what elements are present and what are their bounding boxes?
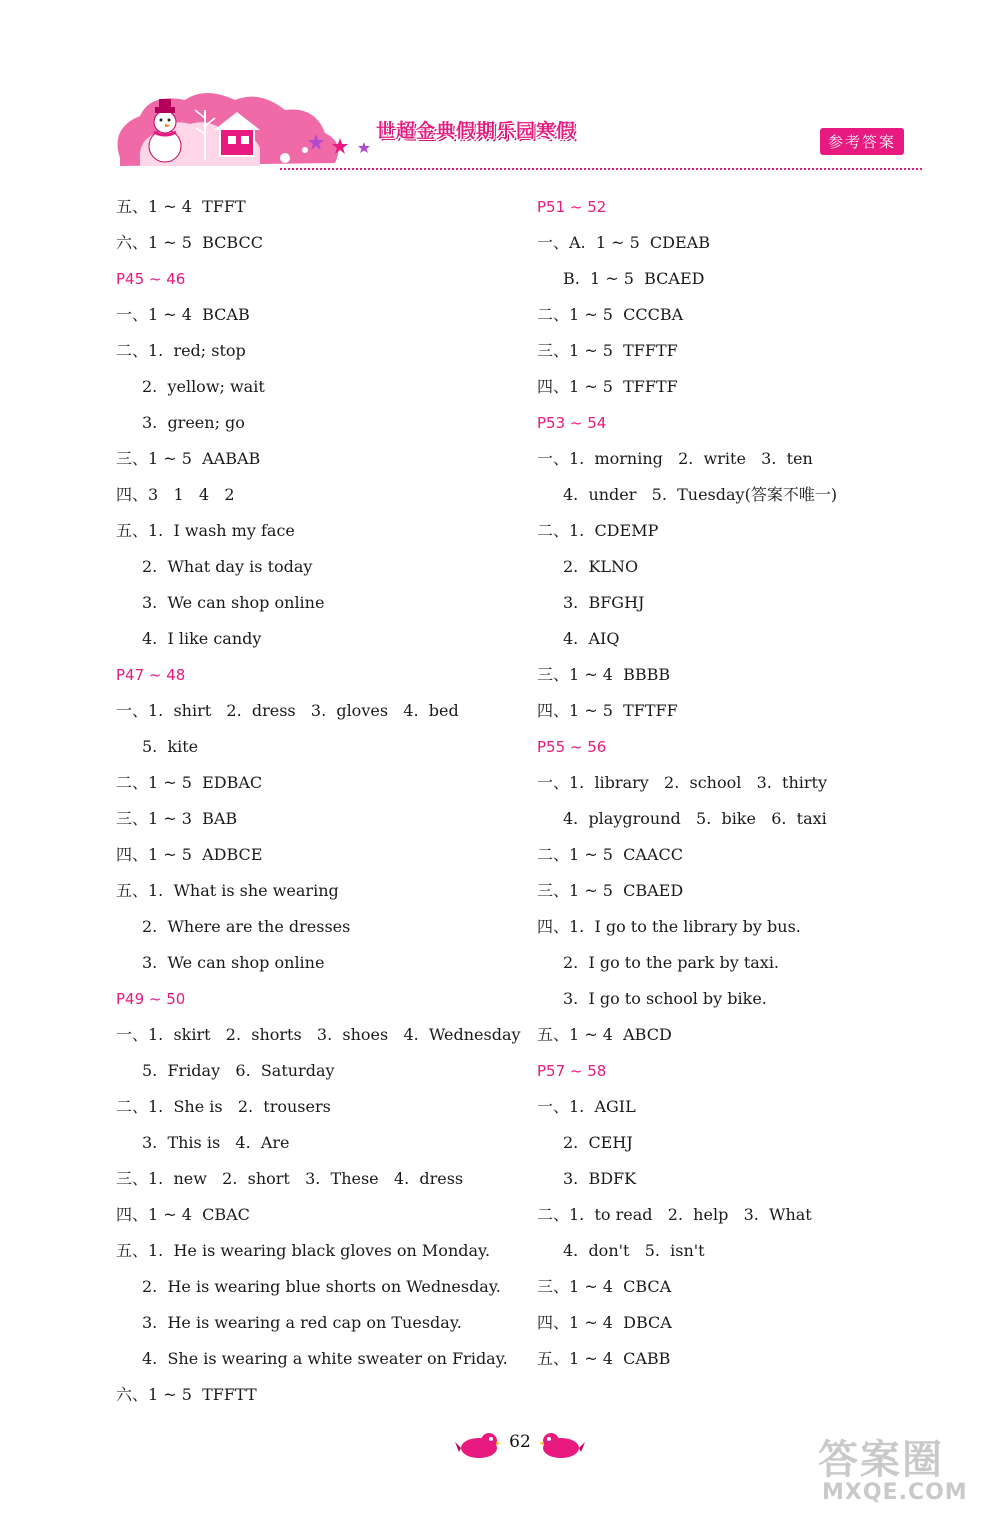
answer-line: 五、1. What is she wearing (116, 881, 339, 900)
answer-line: 五、1. He is wearing black gloves on Monday. (116, 1241, 491, 1260)
answer-line: 4. under 5. Tuesday(答案不唯一) (563, 485, 838, 504)
answer-line: 一、1. shirt 2. dress 3. gloves 4. bed (116, 701, 459, 720)
answer-line: 五、1 ~ 4 ABCD (537, 1025, 672, 1044)
answer-line: 一、1. morning 2. write 3. ten (537, 449, 813, 468)
answer-line: 3. We can shop online (142, 593, 325, 612)
answer-line: 2. Where are the dresses (142, 917, 351, 936)
answer-line: 3. We can shop online (142, 953, 325, 972)
answer-line: 3. This is 4. Are (142, 1133, 290, 1152)
answer-line: 三、1 ~ 4 BBBB (537, 665, 671, 684)
answer-line: 三、1 ~ 3 BAB (116, 809, 238, 828)
answer-line: 四、1 ~ 5 TFTFF (537, 701, 678, 720)
site-watermark (818, 1428, 990, 1510)
page-footer (455, 1428, 585, 1462)
watermark-url: MXQE.COM (822, 1480, 968, 1505)
answer-line: 5. kite (142, 737, 199, 756)
answer-line: 三、1 ~ 5 TFFTF (537, 341, 678, 360)
answer-line: 二、1 ~ 5 CCCBA (537, 305, 684, 324)
right-answer-column (537, 195, 837, 1383)
answer-line: 二、1 ~ 5 CAACC (537, 845, 683, 864)
answer-line: 3. BFGHJ (563, 593, 645, 612)
page-range-heading: P45 ~ 46 (116, 270, 186, 288)
series-title: 世超金典假期乐园寒假 (376, 120, 577, 142)
answer-line: 4. I like candy (142, 629, 262, 648)
answer-line: 四、1 ~ 4 DBCA (537, 1313, 672, 1332)
watermark-logo-text: 答案圈 (818, 1437, 944, 1483)
answer-line: 三、1 ~ 4 CBCA (537, 1277, 672, 1296)
page-range-heading: P51 ~ 52 (537, 198, 607, 216)
answer-line: 5. Friday 6. Saturday (142, 1061, 335, 1080)
answer-line: 3. green; go (142, 413, 245, 432)
page-range-heading: P57 ~ 58 (537, 1062, 607, 1080)
answer-line: 四、1. I go to the library by bus. (537, 917, 801, 936)
header-divider (280, 168, 922, 170)
answer-line: 二、1. to read 2. help 3. What (537, 1205, 812, 1224)
answer-line: 三、1 ~ 5 CBAED (537, 881, 684, 900)
left-bird-icon (455, 1430, 501, 1462)
page-range-heading: P47 ~ 48 (116, 666, 186, 684)
answer-line: 2. I go to the park by taxi. (563, 953, 780, 972)
answer-line: 4. playground 5. bike 6. taxi (563, 809, 827, 828)
answer-line: 五、1 ~ 4 CABB (537, 1349, 671, 1368)
right-bird-icon (539, 1430, 585, 1462)
answer-line: B. 1 ~ 5 BCAED (563, 269, 705, 288)
answer-line: 六、1 ~ 5 BCBCC (116, 233, 263, 252)
answer-line: 3. I go to school by bike. (563, 989, 767, 1008)
decorative-stars-icon (306, 132, 376, 158)
answer-line: 一、1. skirt 2. shorts 3. shoes 4. Wednesday (116, 1025, 521, 1044)
answer-line: 一、1. library 2. school 3. thirty (537, 773, 828, 792)
answer-line: 四、3 1 4 2 (116, 485, 235, 504)
answer-line: 二、1. CDEMP (537, 521, 659, 540)
answer-line: 2. KLNO (563, 557, 639, 576)
page-header (110, 88, 925, 183)
answer-key-badge: 参考答案 (820, 128, 904, 155)
answer-line: 2. What day is today (142, 557, 313, 576)
page-range-heading: P55 ~ 56 (537, 738, 607, 756)
left-answer-column (116, 195, 521, 1419)
page-number: 62 (509, 1432, 531, 1452)
answer-line: 2. CEHJ (563, 1133, 633, 1152)
answer-line: 三、1 ~ 5 AABAB (116, 449, 261, 468)
answer-line: 2. He is wearing blue shorts on Wednesday. (142, 1277, 501, 1296)
answer-line: 二、1. red; stop (116, 341, 246, 360)
answer-line: 三、1. new 2. short 3. These 4. dress (116, 1169, 464, 1188)
answer-line: 3. He is wearing a red cap on Tuesday. (142, 1313, 462, 1332)
answer-line: 五、1. I wash my face (116, 521, 295, 540)
answer-line: 二、1 ~ 5 EDBAC (116, 773, 263, 792)
answer-line: 一、A. 1 ~ 5 CDEAB (537, 233, 710, 252)
answer-line: 一、1. AGIL (537, 1097, 636, 1116)
answer-line: 五、1 ~ 4 TFFT (116, 197, 246, 216)
answer-line: 四、1 ~ 4 CBAC (116, 1205, 250, 1224)
answer-line: 二、1. She is 2. trousers (116, 1097, 331, 1116)
answer-line: 六、1 ~ 5 TFFTT (116, 1385, 257, 1404)
answer-line: 2. yellow; wait (142, 377, 265, 396)
answer-line: 4. She is wearing a white sweater on Friday. (142, 1349, 508, 1368)
answer-line: 4. AIQ (563, 629, 620, 648)
answer-line: 四、1 ~ 5 ADBCE (116, 845, 263, 864)
answer-line: 3. BDFK (563, 1169, 637, 1188)
page-range-heading: P53 ~ 54 (537, 414, 607, 432)
answer-line: 一、1 ~ 4 BCAB (116, 305, 250, 324)
answer-line: 4. don't 5. isn't (563, 1241, 705, 1260)
page-range-heading: P49 ~ 50 (116, 990, 186, 1008)
answer-line: 四、1 ~ 5 TFFTF (537, 377, 678, 396)
